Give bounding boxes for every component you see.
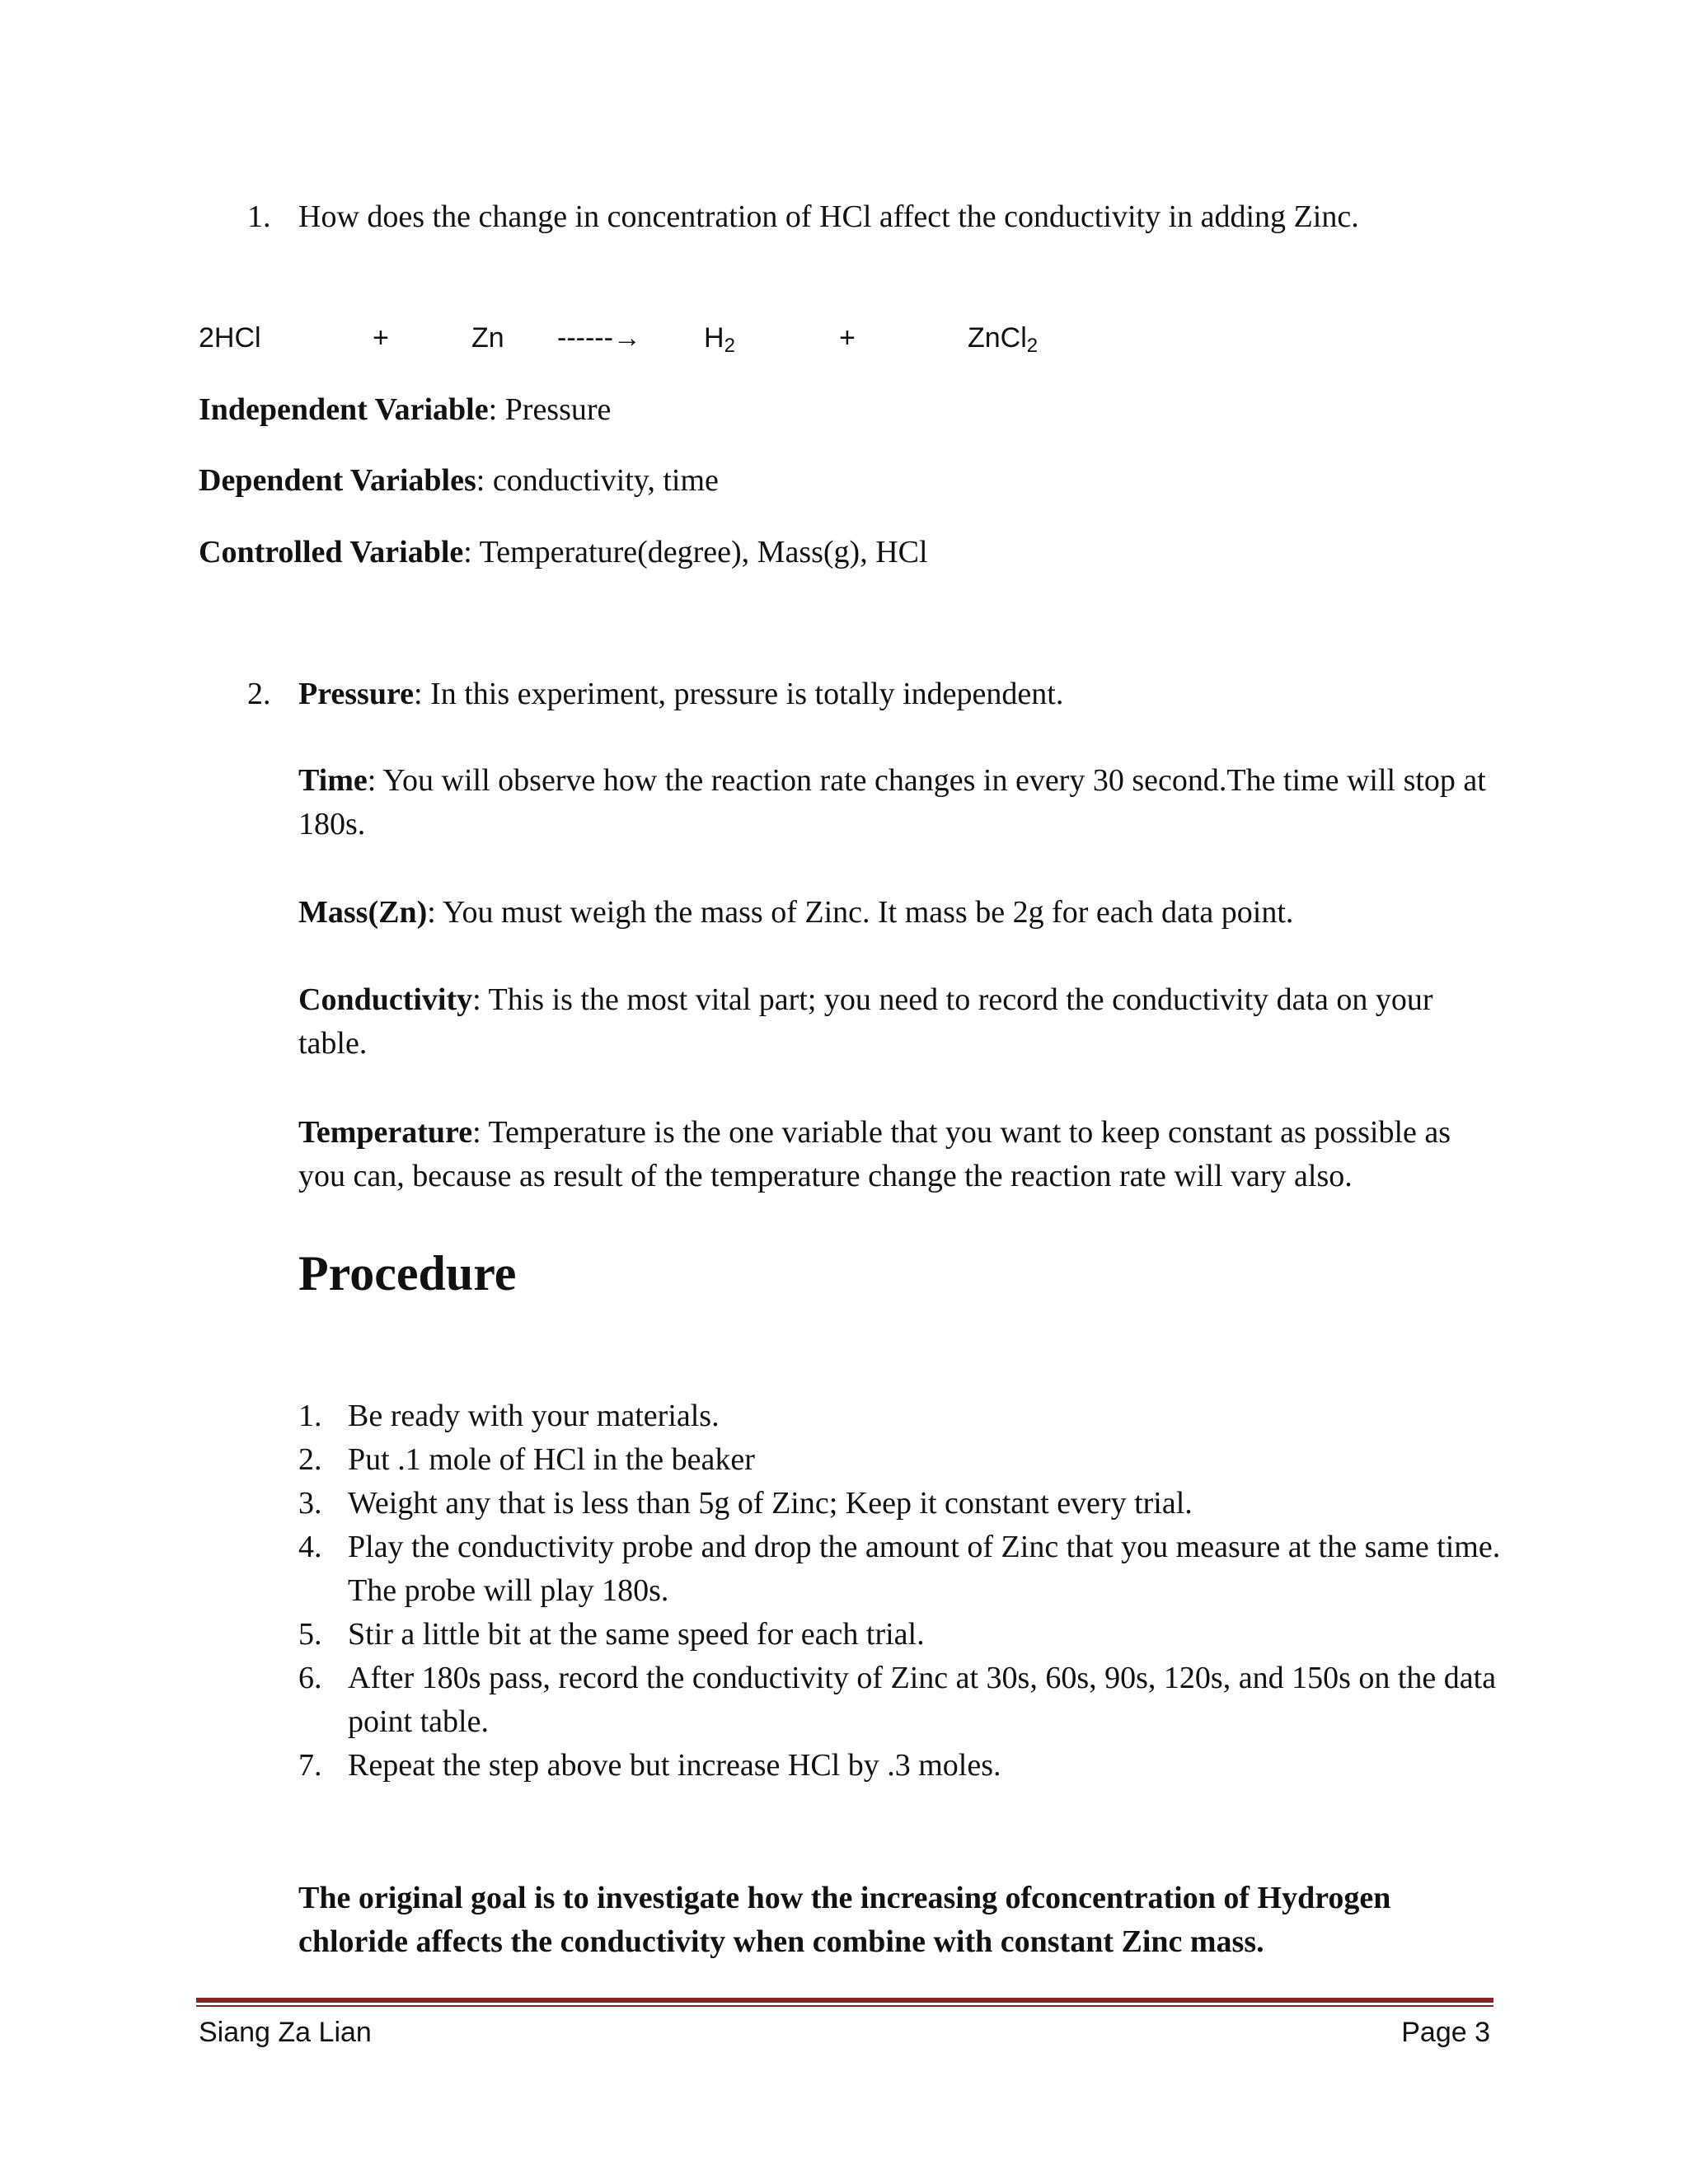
controlled-variable-value: : Temperature(degree), Mass(g), HCl [463,535,928,569]
independent-variable-value: : Pressure [488,392,612,427]
conductivity-label: Conductivity [298,982,473,1017]
procedure-step-text: Weight any that is less than 5g of Zinc; Keep it constant every trial. [348,1486,1193,1521]
controlled-variable-label: Controlled Variable [199,535,464,569]
equation-product-zncl2-subscript: 2 [1026,335,1039,357]
procedure-step-text: Repeat the step above but increase HCl by .3 moles. [348,1748,1001,1783]
equation-plus-2: + [839,322,856,354]
procedure-step-number: 1. [298,1399,322,1433]
equation-product-h2 [704,320,735,364]
procedure-step-text: Play the conductivity probe and drop the amount of Zinc that you measure at the same time. The probe will play 180s. [348,1530,1501,1608]
independent-variable-label: Independent Variable [199,392,489,427]
temperature-paragraph [298,1111,1502,1198]
mass-paragraph [298,891,1502,935]
procedure-step-text: Stir a little bit at the same speed for each trial. [348,1617,925,1652]
question-1-text: How does the change in concentration of HCl affect the conductivity in adding Zinc. [298,199,1359,234]
footer-divider-thin [196,2005,1493,2007]
dependent-variables-value: : conductivity, time [476,463,719,498]
time-paragraph [298,759,1502,846]
footer-author: Siang Za Lian [199,2017,372,2048]
equation-product-h2-subscript: 2 [724,335,735,357]
pressure-paragraph [298,673,1502,716]
procedure-step-text: Be ready with your materials. [348,1399,720,1433]
procedure-step-text: Put .1 mole of HCl in the beaker [348,1442,755,1477]
procedure-step-text: After 180s pass, record the conductivity of Zinc at 30s, 60s, 90s, 120s, and 150s on the data point table. [348,1661,1497,1739]
procedure-step-number: 7. [298,1748,322,1783]
equation-reactant-zn: Zn [471,322,504,354]
procedure-step-number: 5. [298,1617,322,1652]
procedure-heading: Procedure [298,1246,517,1301]
question-2-number: 2. [247,677,271,711]
temperature-label: Temperature [298,1115,473,1150]
mass-text: : You must weigh the mass of Zinc. It mass be 2g for each data point. [427,895,1294,930]
footer-page-number: Page 3 [1401,2017,1490,2048]
question-1-number: 1. [247,199,271,234]
conductivity-paragraph [298,978,1502,1066]
dependent-variables-label: Dependent Variables [199,463,476,498]
equation-product-zncl2 [968,320,1038,364]
equation-product-zncl2-base: ZnCl [968,322,1027,354]
equation-reactant-hcl: 2HCl [199,322,261,354]
equation-arrow: ------→ [557,322,641,354]
independent-variable-line [199,388,611,432]
pressure-label: Pressure [298,677,415,711]
procedure-step-number: 4. [298,1530,322,1564]
footer-divider-thick [196,1998,1493,2003]
time-text: : You will observe how the reaction rate changes in every 30 second.The time will stop at 180s. [298,763,1486,841]
time-label: Time [298,763,368,798]
conductivity-text: : This is the most vital part; you need to record the conductivity data on your table. [298,982,1433,1061]
dependent-variables-line [199,459,719,503]
equation-plus-1: + [373,322,389,354]
goal-statement: The original goal is to investigate how the increasing ofconcentration of Hydrogen chloride affects the conductivity when combine with constant Zinc mass. [298,1881,1391,1959]
procedure-step-number: 2. [298,1442,322,1477]
temperature-text: : Temperature is the one variable that you want to keep constant as possible as you can, because as result of the temperature change the reaction rate will vary also. [298,1115,1451,1193]
pressure-text: : In this experiment, pressure is totally independent. [414,677,1064,711]
controlled-variable-line [199,531,928,574]
procedure-step-number: 3. [298,1486,322,1521]
mass-label: Mass(Zn) [298,895,428,930]
procedure-step-number: 6. [298,1661,322,1695]
equation-product-h2-base: H [704,322,724,354]
